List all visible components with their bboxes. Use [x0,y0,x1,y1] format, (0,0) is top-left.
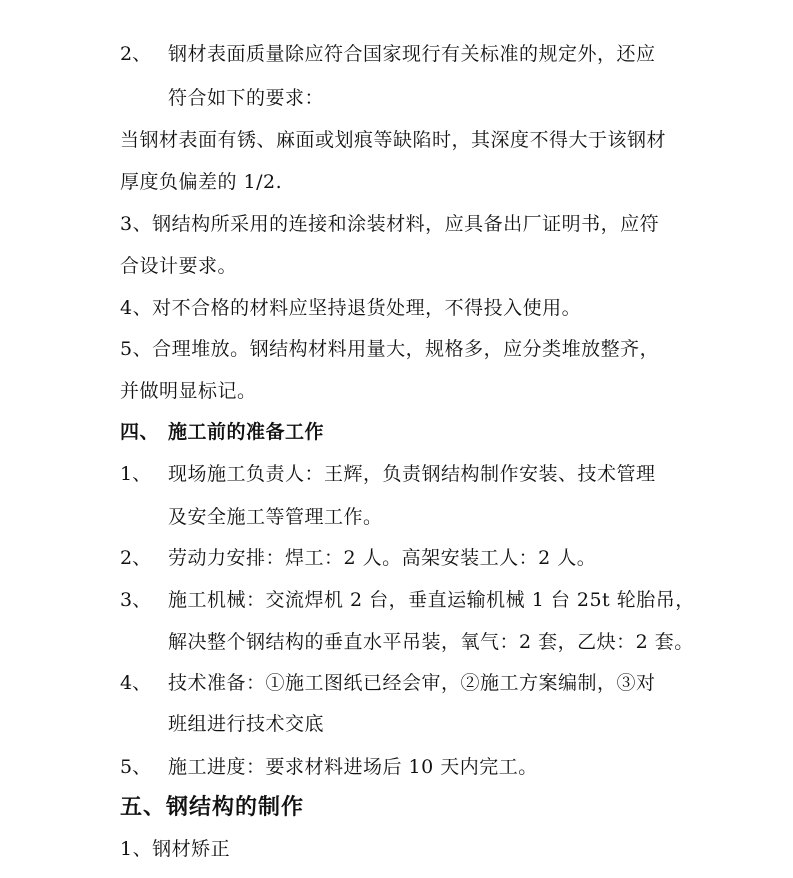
item-number: 2、 [120,43,152,65]
item-number: 3、 [120,589,152,611]
item-number: 4、 [120,672,152,694]
item-number: 5、 [120,756,152,778]
text-line: 及安全施工等管理工作。 [168,506,383,528]
section-number: 四、 [120,421,160,443]
item-number: 2、 [120,547,152,569]
text-line: 解决整个钢结构的垂直水平吊装，氧气：2 套，乙炔：2 套。 [168,631,694,653]
item-number: 1、 [120,463,152,485]
text-line: 符合如下的要求： [168,87,325,109]
text-line: 当钢材表面有锈、麻面或划痕等缺陷时，其深度不得大于该钢材 [120,129,667,151]
text-line: 班组进行技术交底 [168,713,325,735]
text-line: 3、钢结构所采用的连接和涂装材料，应具备出厂证明书，应符 [120,213,660,235]
text-line: 劳动力安排：焊工：2 人。高架安装工人：2 人。 [168,547,597,569]
text-line: 并做明显标记。 [120,380,257,402]
text-line: 技术准备：①施工图纸已经会审，②施工方案编制，③对 [168,672,656,694]
text-line: 施工进度：要求材料进场后 10 天内完工。 [168,756,538,778]
section-title: 施工前的准备工作 [168,421,325,443]
text-line: 合设计要求。 [120,255,238,277]
section-title: 五、钢结构的制作 [120,794,305,820]
text-line: 钢材表面质量除应符合国家现行有关标准的规定外，还应 [168,43,656,65]
text-line: 1、钢材矫正 [120,838,231,860]
text-line: 施工机械：交流焊机 2 台，垂直运输机械 1 台 25t 轮胎吊， [168,589,695,611]
text-line: 厚度负偏差的 1/2. [120,171,283,193]
text-line: 5、合理堆放。钢结构材料用量大，规格多，应分类堆放整齐， [120,338,660,360]
text-line: 现场施工负责人：王辉，负责钢结构制作安装、技术管理 [168,463,656,485]
text-line: 4、对不合格的材料应坚持退货处理，不得投入使用。 [120,297,582,319]
